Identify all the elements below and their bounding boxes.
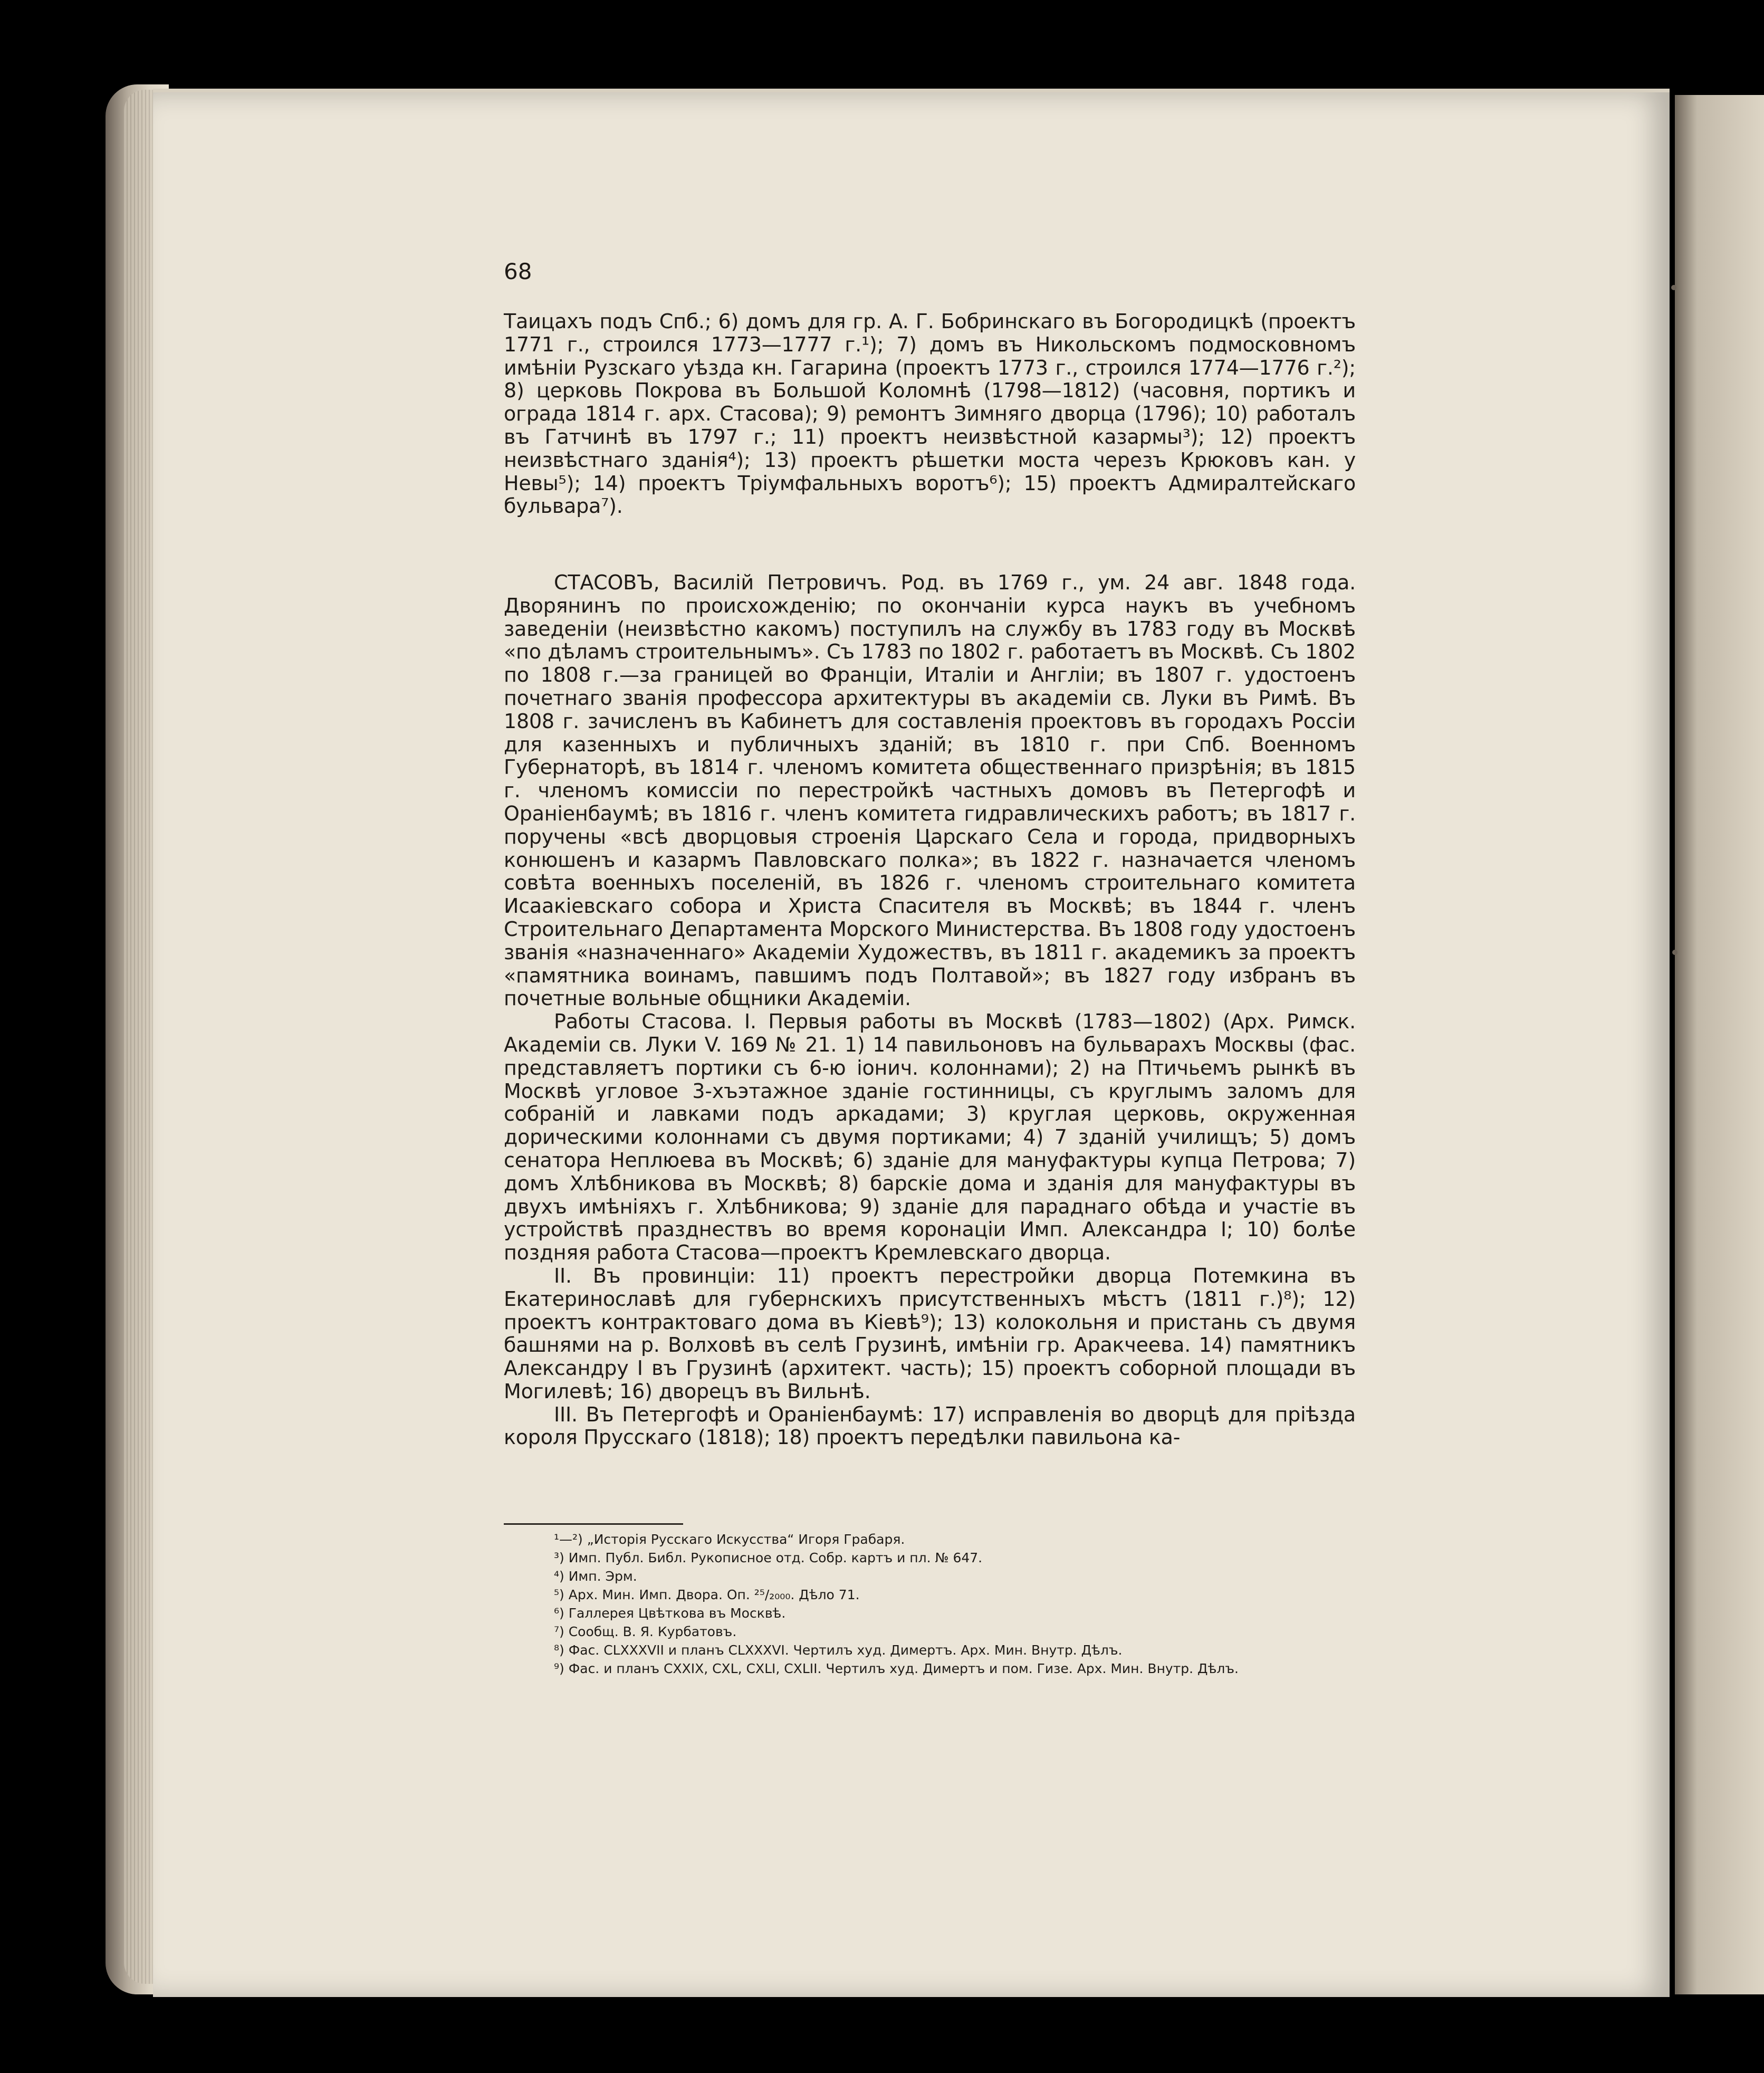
footnote: ⁸) Фас. CLXXXVII и планъ CLXXXVI. Чертилъ худ. Димертъ. Арх. Мин. Внутр. Дѣлъ. xyxy=(554,1642,1123,1658)
biography-paragraph: СТАСОВЪ, Василiй Петровичъ. Род. въ 1769 г., ум. 24 авг. 1848 года. Дворянинъ по происхожденiю; по окончанiи курса наукъ въ учебномъ заведенiи (неизвѣстно какомъ) поступилъ на службу въ 1783 году въ Москвѣ «по дѣламъ строительнымъ». Съ 1783 по 1802 г. работаетъ въ Москвѣ. Съ 1802 по 1808 г.—за границей во Францiи, Италiи и Англiи; въ 1807 г. удостоенъ почетнаго званiя профессора архитектуры въ академiи св. Луки въ Римѣ. Въ 1808 г. зачисленъ въ Кабинетъ для составленiя проектовъ въ городахъ Россiи для казенныхъ и публичныхъ зданiй; въ 1810 г. при Спб. Военномъ Губернаторѣ, въ 1814 г. членомъ комитета общественнаго призрѣнiя; въ 1815 г. членомъ комиссiи по перестройкѣ частныхъ домовъ въ Петергофѣ и Ораніенбаумѣ; въ 1816 г. членъ комитета гидравлическихъ работъ; въ 1817 г. поручены «всѣ дворцовыя строенiя Царскаго Села и города, придворныхъ конюшенъ и казармъ Павловскаго полка»; въ 1822 г. назначается членомъ совѣта военныхъ поселенiй, въ 1826 г. членомъ строительнаго комитета Исаакiевскаго собора и Христа Спасителя въ Москвѣ; въ 1844 г. членъ Строительнаго Департамента Морского Министерства. Въ 1808 году удостоенъ званiя «назначеннаго» Академiи Художествъ, въ 1811 г. академикъ за проектъ «памятника воинамъ, павшимъ подъ Полтавой»; въ 1827 году избранъ въ почетные вольные общники Академiи. xyxy=(504,571,1356,1010)
footnote: ⁴) Имп. Эрм. xyxy=(554,1569,637,1584)
footnote: ¹—²) „Исторiя Русскаго Искусства“ Игоря Грабаря. xyxy=(554,1532,905,1547)
page-speck xyxy=(1672,950,1677,955)
footnote: ³) Имп. Публ. Библ. Рукописное отд. Собр. картъ и пл. № 647. xyxy=(554,1550,983,1565)
footnotes xyxy=(504,1530,1356,1678)
continued-list-paragraph xyxy=(504,310,1356,518)
footnote: ⁶) Галлерея Цвѣткова въ Москвѣ. xyxy=(554,1606,786,1621)
works-provinces-paragraph: II. Въ провинцiи: 11) проектъ перестройки дворца Потемкина въ Екатеринославѣ для губернскихъ присутственныхъ мѣстъ (1811 г.)⁸); 12) проектъ контрактоваго дома въ Кiевѣ⁹); 13) колокольня и пристань съ двумя башнями на р. Волховѣ въ селѣ Грузинѣ, имѣнiи гр. Аракчеева. 14) памятникъ Александру I въ Грузинѣ (архитект. часть); 15) проектъ соборной площади въ Могилевѣ; 16) дворецъ въ Вильнѣ. xyxy=(504,1264,1356,1403)
stasov-entry xyxy=(504,571,1356,1449)
facing-page-edge xyxy=(1675,95,1764,1994)
page-speck xyxy=(1671,285,1676,290)
footnote: ⁷) Сообщ. В. Я. Курбатовъ. xyxy=(554,1624,737,1639)
works-moscow-paragraph: Работы Стасова. I. Первыя работы въ Москвѣ (1783—1802) (Арх. Римск. Академiи св. Луки V. 169 № 21. 1) 14 павильоновъ на бульварахъ Москвы (фас. представляетъ портики съ 6-ю iонич. колоннами); 2) на Птичьемъ рынкѣ въ Москвѣ угловое 3-хъэтажное зданiе гостинницы, съ круглымъ заломъ для собранiй и лавками подъ аркадами; 3) круглая церковь, окруженная дорическими колоннами съ двумя портиками; 4) 7 зданiй училищъ; 5) домъ сенатора Неплюева въ Москвѣ; 6) зданiе для мануфактуры купца Петрова; 7) домъ Хлѣбникова въ Москвѣ; 8) барскiе дома и зданiя для мануфактуры въ двухъ имѣнiяхъ г. Хлѣбникова; 9) зданiе для параднаго обѣда и участiе въ устройствѣ празднествъ во время коронацiи Имп. Александра I; 10) болѣе поздняя работа Стасова—проектъ Кремлевскаго дворца. xyxy=(504,1010,1356,1265)
footnote-divider xyxy=(504,1523,683,1525)
works-peterhof-paragraph: III. Въ Петергофѣ и Ораніенбаумѣ: 17) исправленiя во дворцѣ для прiѣзда короля Прусскаго (1818); 18) проектъ передѣлки павильона ка- xyxy=(504,1402,1356,1449)
page-number: 68 xyxy=(504,259,532,284)
footnote: ⁹) Фас. и планъ CXXIX, CXL, CXLI, CXLII. Чертилъ худ. Димертъ и пом. Гизе. Арх. Мин. Внутр. Дѣлъ. xyxy=(554,1661,1239,1676)
footnote: ⁵) Арх. Мин. Имп. Двора. Оп. ²⁵/₂₀₀₀. Дѣло 71. xyxy=(554,1587,860,1602)
paragraph: Таицахъ подъ Спб.; 6) домъ для гр. А. Г. Бобринскаго въ Богородицкѣ (проектъ 1771 г., строился 1773—1777 г.¹); 7) домъ въ Никольскомъ подмосковномъ имѣнiи Рузскаго уѣзда кн. Гагарина (проектъ 1773 г., строился 1774—1776 г.²); 8) церковь Покрова въ Большой Коломнѣ (1798—1812) (часовня, портикъ и ограда 1814 г. арх. Стасова); 9) ремонтъ Зимняго дворца (1796); 10) работалъ въ Гатчинѣ въ 1797 г.; 11) проектъ неизвѣстной казармы³); 12) проектъ неизвѣстнаго зданiя⁴); 13) проектъ рѣшетки моста черезъ Крюковъ кан. у Невы⁵); 14) проектъ Трiумфальныхъ воротъ⁶); 15) проектъ Адмиралтейскаго бульвара⁷). xyxy=(504,310,1356,518)
